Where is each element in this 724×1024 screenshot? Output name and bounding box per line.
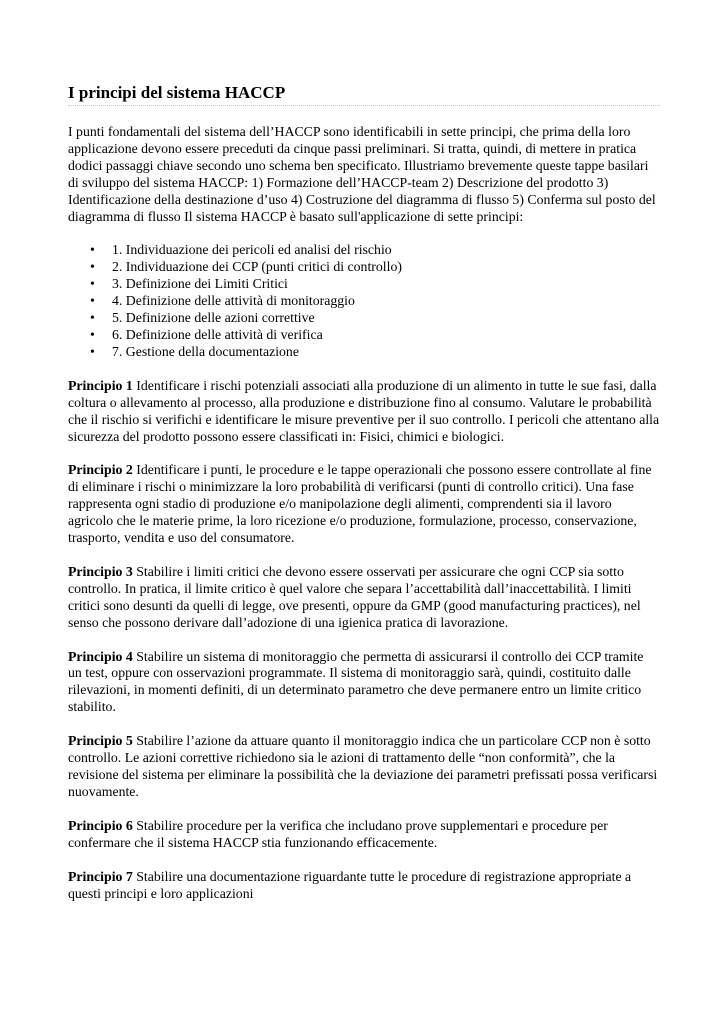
bullet-icon: • — [90, 343, 95, 359]
list-item — [90, 259, 660, 276]
list-item-text: 1. Individuazione dei pericoli ed analisi del rischio — [112, 242, 392, 258]
principle-6-label: Principio 6 — [68, 817, 133, 833]
list-item — [90, 242, 660, 259]
list-item — [90, 293, 660, 310]
document-page — [68, 82, 660, 902]
intro-paragraph: I punti fondamentali del sistema dell’HACCP sono identificabili in sette principi, che prima della loro applicazione devono essere preceduti da cinque passi preliminari. Si tratta, quindi, di mettere in pratica dodici passaggi chiave secondo uno schema ben specificato. Illustriamo brevemente queste tappe basilari di sviluppo del sistema HACCP: 1) Formazione dell’HACCP-team 2) Descrizione del prodotto 3) Identificazione della destinazione d’uso 4) Costruzione del diagramma di flusso 5) Conferma sul posto del diagramma di flusso Il sistema HACCP è basato sull'applicazione di sette principi: — [68, 124, 656, 224]
principle-6-text: Stabilire procedure per la verifica che includano prove supplementari e procedure per confermare che il sistema HACCP stia funzionando efficacemente. — [68, 817, 608, 850]
principle-1-label: Principio 1 — [68, 377, 133, 393]
bullet-icon: • — [90, 326, 95, 342]
bullet-icon: • — [90, 259, 95, 275]
bullet-icon: • — [90, 276, 95, 292]
principle-1-paragraph — [68, 378, 660, 446]
principle-5-label: Principio 5 — [68, 733, 133, 749]
list-item-text: 6. Definizione delle attività di verifica — [112, 326, 323, 342]
principle-3-text: Stabilire i limiti critici che devono essere osservati per assicurare che ogni CCP sia sotto controllo. In pratica, il limite critico è quel valore che separa l’accettabilità dall’inaccettabilità. I limiti critici sono desunti da quelli di legge, ove presenti, oppure da GMP (good manufacturing practices), nel senso che possono derivare dall’adozione di una igienica pratica di lavorazione. — [68, 563, 641, 630]
principle-3-paragraph — [68, 564, 660, 632]
principle-7-paragraph — [68, 869, 660, 903]
principle-4-text: Stabilire un sistema di monitoraggio che permetta di assicurarsi il controllo dei CCP tramite un test, oppure con osservazioni programmate. Il sistema di monitoraggio sarà, quindi, costituito dalle rilevazioni, in momenti definiti, di un determinato parametro che deve permanere entro un limite critico stabilito. — [68, 648, 644, 715]
bullet-icon: • — [90, 310, 95, 326]
principle-5-paragraph — [68, 733, 660, 801]
principle-6-paragraph — [68, 818, 660, 852]
principle-4-paragraph — [68, 649, 660, 717]
principles-list — [68, 242, 660, 360]
list-item — [90, 327, 660, 344]
principle-7-text: Stabilire una documentazione riguardante tutte le procedure di registrazione appropriate a questi principi e loro applicazioni — [68, 868, 632, 901]
bullet-icon: • — [90, 293, 95, 309]
list-item — [90, 276, 660, 293]
principle-1-text: Identificare i rischi potenziali associati alla produzione di un alimento in tutte le sue fasi, dalla coltura o allevamento al processo, alla produzione e distribuzione fino al consumo. Valutare le probabilità che il rischio si verifichi e identificare le misure preventive per il suo controllo. I pericoli che attentano alla sicurezza del prodotto possono essere classificati in: Fisici, chimici e biologici. — [68, 377, 660, 444]
principle-2-paragraph — [68, 462, 660, 547]
list-item-text: 4. Definizione delle attività di monitoraggio — [112, 293, 355, 309]
principle-5-text: Stabilire l’azione da attuare quanto il monitoraggio indica che un particolare CCP non è sotto controllo. Le azioni correttive richiedono sia le azioni di trattamento delle “non conformità”, che la revisione del sistema per eliminare la possibilità che la deviazione dei parametri prefissati possa verificarsi nuovamente. — [68, 733, 658, 799]
list-item-text: 5. Definizione delle azioni correttive — [112, 310, 315, 326]
bullet-icon: • — [90, 242, 95, 258]
list-item — [90, 310, 660, 327]
principle-4-label: Principio 4 — [68, 648, 133, 664]
list-item — [90, 344, 660, 361]
document-title: I principi del sistema HACCP — [68, 82, 660, 106]
principle-3-label: Principio 3 — [68, 563, 133, 579]
list-item-text: 7. Gestione della documentazione — [112, 343, 299, 359]
principle-2-text: Identificare i punti, le procedure e le tappe operazionali che possono essere controllate al fine di eliminare i rischi o minimizzare la loro probabilità di verificarsi (punti di controllo critici). Una fase rappresenta ogni stadio di produzione e/o manipolazione degli alimenti, comprendenti sia il lavoro agricolo che le materie prime, la loro ricezione e/o produzione, formulazione, processo, conservazione, trasporto, vendita e uso del consumatore. — [68, 462, 652, 546]
principle-7-label: Principio 7 — [68, 868, 133, 884]
list-item-text: 3. Definizione dei Limiti Critici — [112, 276, 288, 292]
list-item-text: 2. Individuazione dei CCP (punti critici di controllo) — [112, 259, 402, 275]
principle-2-label: Principio 2 — [68, 462, 133, 478]
